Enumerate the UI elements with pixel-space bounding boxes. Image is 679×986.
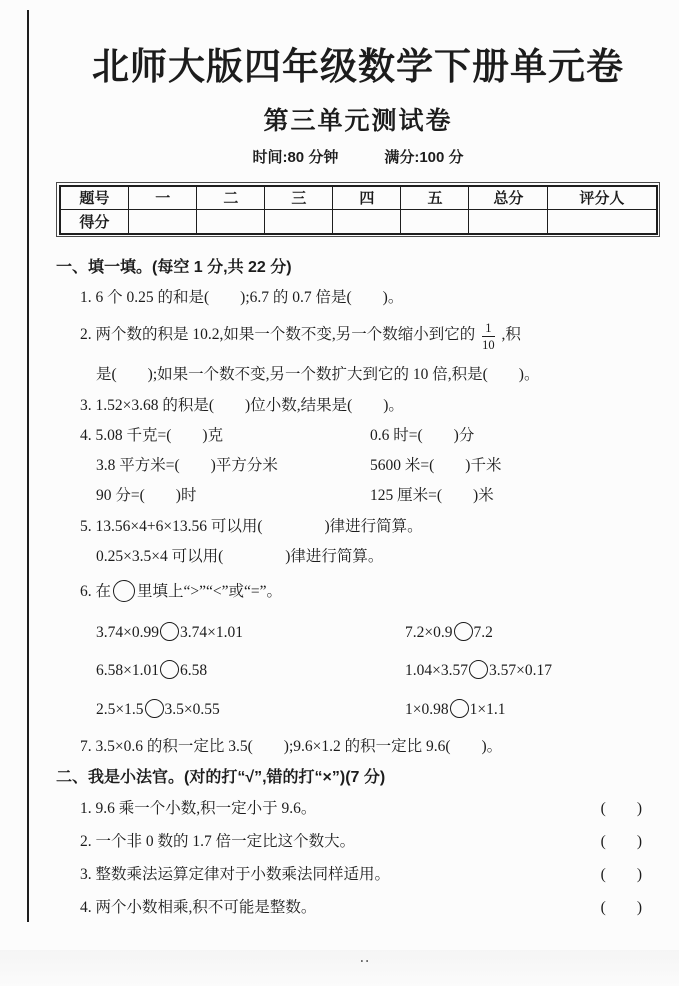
paper-content xyxy=(56,32,660,918)
comparison-pair xyxy=(405,621,493,645)
expression-left: 1.04×3.57 xyxy=(405,662,468,680)
section-two-heading: 二、我是小法官。(对的打“√”,错的打“×”)(7 分) xyxy=(56,769,386,787)
answer-blank: ( ) xyxy=(600,833,642,851)
header-cell-total: 总分 xyxy=(469,186,548,210)
expression-left: 7.2×0.9 xyxy=(405,624,453,642)
comparison-pair xyxy=(405,698,506,722)
question-1: 1. 6 个 0.25 的和是( );6.7 的 0.7 倍是( )。 xyxy=(80,289,404,306)
score-row-label: 得分 xyxy=(60,210,129,234)
header-cell-5: 五 xyxy=(401,186,469,210)
full-score-label: 满分:100 分 xyxy=(384,149,464,166)
header-cell-1: 一 xyxy=(129,186,197,210)
unit-conversion: 4. 5.08 千克=( )克 xyxy=(80,427,224,445)
score-cell xyxy=(469,210,548,234)
expression-left: 6.58×1.01 xyxy=(96,662,159,680)
header-cell-4: 四 xyxy=(333,186,401,210)
judge-item-1 xyxy=(56,798,660,819)
expression-right: 3.5×0.55 xyxy=(164,701,220,719)
judge-item-3 xyxy=(56,864,660,885)
question-6-text-pre: 6. 在 xyxy=(80,583,112,601)
comparison-pair xyxy=(96,659,405,683)
unit-conversion: 125 厘米=( )米 xyxy=(370,487,494,505)
question-4-row-2 xyxy=(56,455,660,476)
judge-statement: 2. 一个非 0 数的 1.7 倍一定比这个数大。 xyxy=(80,833,356,851)
question-2-text-pre: 2. 两个数的积是 10.2,如果一个数不变,另一个数缩小到它的 xyxy=(80,326,476,343)
question-3: 3. 1.52×3.68 的积是( )位小数,结果是( )。 xyxy=(80,397,404,415)
fraction-one-tenth xyxy=(482,321,495,353)
score-table-header-row xyxy=(60,186,657,210)
compare-circle xyxy=(450,699,469,718)
question-2-line-1 xyxy=(56,318,660,352)
page-footer-mark: : xyxy=(357,958,374,965)
question-5-line-2: 0.25×3.5×4 可以用( )律进行简算。 xyxy=(96,548,384,566)
unit-conversion: 3.8 平方米=( )平方分米 xyxy=(96,457,278,475)
answer-blank: ( ) xyxy=(600,899,642,917)
answer-blank: ( ) xyxy=(600,866,642,884)
header-cell-2: 二 xyxy=(197,186,265,210)
answer-blank: ( ) xyxy=(600,800,642,818)
header-cell-3: 三 xyxy=(265,186,333,210)
compare-circle xyxy=(113,580,135,602)
scan-border-line xyxy=(27,10,29,922)
score-table xyxy=(56,182,660,237)
question-6-row-3 xyxy=(56,698,660,722)
time-label: 时间:80 分钟 xyxy=(252,149,339,166)
fraction-numerator: 1 xyxy=(482,321,495,337)
score-table-score-row xyxy=(60,210,657,234)
question-6-row-2 xyxy=(56,659,660,683)
score-cell xyxy=(197,210,265,234)
question-6-heading xyxy=(56,579,660,605)
question-4-row-3 xyxy=(56,485,660,506)
unit-subtitle: 第三单元测试卷 xyxy=(263,108,453,135)
expression-left: 3.74×0.99 xyxy=(96,624,159,642)
question-6-row-1 xyxy=(56,621,660,645)
comparison-pair xyxy=(96,621,405,645)
expression-right: 3.57×0.17 xyxy=(489,662,552,680)
expression-right: 6.58 xyxy=(180,662,208,680)
compare-circle xyxy=(145,699,164,718)
section-one-heading: 一、填一填。(每空 1 分,共 22 分) xyxy=(56,259,292,276)
judge-statement: 4. 两个小数相乘,积不可能是整数。 xyxy=(80,899,317,917)
question-2-text-post: ,积 xyxy=(501,326,521,343)
unit-conversion: 0.6 时=( )分 xyxy=(370,427,475,445)
expression-left: 1×0.98 xyxy=(405,701,449,719)
question-6-text-post: 里填上“>”“<”或“=”。 xyxy=(137,583,283,601)
score-cell xyxy=(401,210,469,234)
question-5-line-1: 5. 13.56×4+6×13.56 可以用( )律进行简算。 xyxy=(80,518,423,536)
score-cell xyxy=(548,210,657,234)
exam-info-line xyxy=(56,148,660,168)
judge-item-2 xyxy=(56,831,660,852)
score-cell xyxy=(333,210,401,234)
compare-circle xyxy=(160,622,179,641)
judge-item-4 xyxy=(56,897,660,918)
question-7: 7. 3.5×0.6 的积一定比 3.5( );9.6×1.2 的积一定比 9.6( )。 xyxy=(80,738,503,756)
unit-conversion: 90 分=( )时 xyxy=(96,487,197,505)
comparison-pair xyxy=(405,659,552,683)
expression-left: 2.5×1.5 xyxy=(96,701,144,719)
expression-right: 1×1.1 xyxy=(469,701,506,719)
compare-circle xyxy=(469,660,488,679)
header-cell-grader: 评分人 xyxy=(548,186,657,210)
compare-circle xyxy=(160,660,179,679)
expression-right: 3.74×1.01 xyxy=(180,624,243,642)
compare-circle xyxy=(454,622,473,641)
score-cell xyxy=(265,210,333,234)
score-cell xyxy=(129,210,197,234)
scan-bottom-shade xyxy=(0,950,679,986)
question-2-line-2: 是( );如果一个数不变,另一个数扩大到它的 10 倍,积是( )。 xyxy=(96,366,540,384)
unit-conversion: 5600 米=( )千米 xyxy=(370,457,502,475)
judge-statement: 3. 整数乘法运算定律对于小数乘法同样适用。 xyxy=(80,866,391,884)
question-4-row-1 xyxy=(56,425,660,446)
fraction-denominator: 10 xyxy=(482,338,495,352)
judge-statement: 1. 9.6 乘一个小数,积一定小于 9.6。 xyxy=(80,800,317,818)
comparison-pair xyxy=(96,698,405,722)
page-title: 北师大版四年级数学下册单元卷 xyxy=(92,46,624,87)
expression-right: 7.2 xyxy=(473,624,493,642)
header-cell-question-no: 题号 xyxy=(60,186,129,210)
